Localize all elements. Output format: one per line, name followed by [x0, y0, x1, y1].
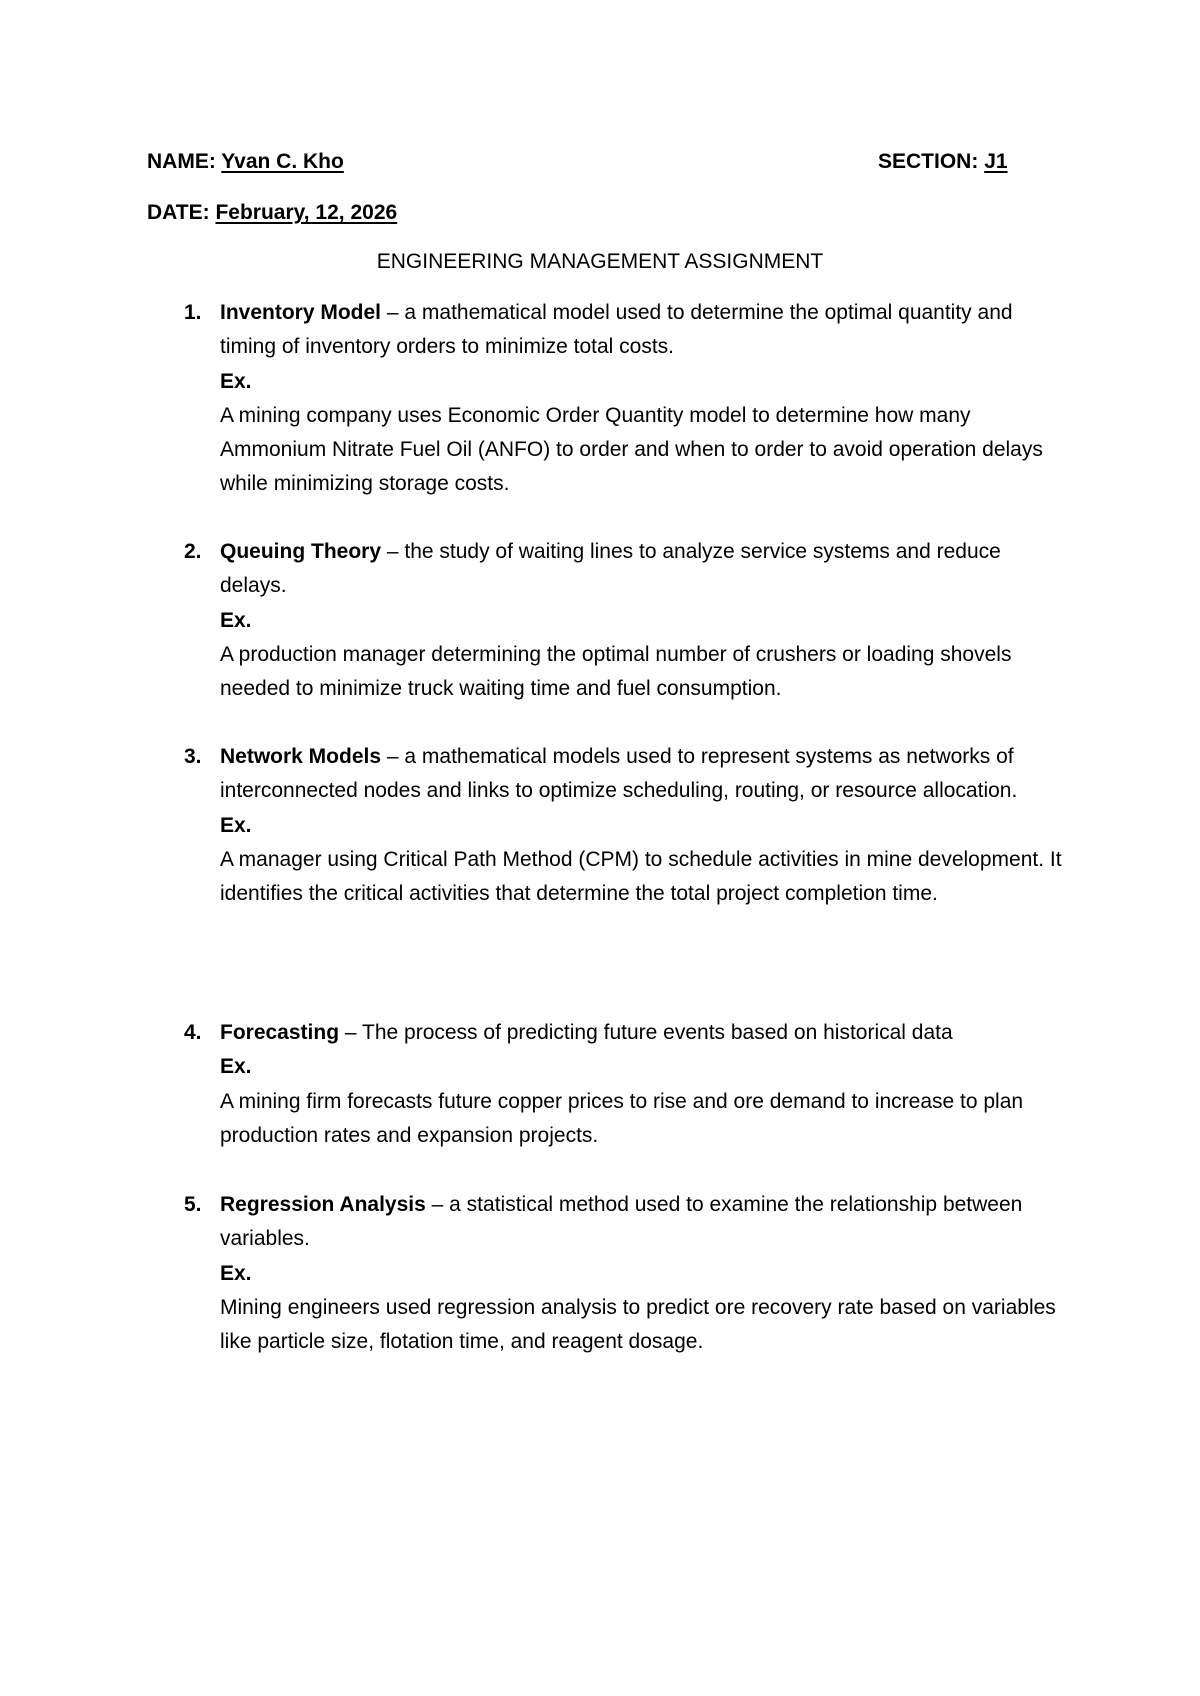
item-body — [220, 740, 1070, 911]
date-value: February, 12, 2026 — [215, 201, 398, 224]
item-term: Inventory Model — [220, 301, 382, 324]
item-body — [220, 535, 1070, 706]
item-definition-text: – the study of waiting lines to analyze service systems and reduce delays. — [220, 540, 1001, 598]
item-example: Mining engineers used regression analysis to predict ore recovery rate based on variables like particle size, flotation time, and reagent dosage. — [220, 1295, 1056, 1354]
item-number: 3. — [184, 745, 202, 768]
item-body — [220, 1188, 1070, 1359]
item-body — [220, 1016, 1070, 1153]
item-definition — [220, 1188, 1070, 1257]
item-definition — [220, 740, 1070, 809]
item-example: A mining company uses Economic Order Quantity model to determine how many Ammonium Nitrate Fuel Oil (ANFO) to order and when to order to avoid operation delays while minimizing storage costs. — [220, 403, 1043, 496]
item-body — [220, 296, 1070, 502]
item-number: 1. — [184, 301, 202, 324]
section-field — [878, 145, 1008, 179]
section-label: SECTION: — [878, 150, 979, 173]
item-definition — [220, 1016, 1070, 1050]
date-field — [147, 196, 397, 230]
date-label: DATE: — [147, 201, 210, 224]
item-term: Forecasting — [220, 1021, 340, 1044]
section-value: J1 — [984, 150, 1008, 173]
item-number: 4. — [184, 1021, 202, 1044]
item-definition — [220, 296, 1070, 365]
example-label: Ex. — [220, 1261, 252, 1285]
item-definition — [220, 535, 1070, 604]
example-label: Ex. — [220, 608, 252, 632]
example-label: Ex. — [220, 369, 252, 393]
name-label: NAME: — [147, 150, 216, 173]
item-term: Regression Analysis — [220, 1193, 426, 1216]
item-number: 5. — [184, 1193, 202, 1216]
item-number: 2. — [184, 540, 202, 563]
example-label: Ex. — [220, 1055, 252, 1079]
item-definition-text: – a statistical method used to examine the relationship between variables. — [220, 1193, 1023, 1251]
item-example: A mining firm forecasts future copper prices to rise and ore demand to increase to plan production rates and expansion projects. — [220, 1089, 1024, 1147]
name-field — [147, 145, 344, 179]
item-definition-text: – The process of predicting future events based on historical data — [339, 1021, 953, 1044]
page-title: ENGINEERING MANAGEMENT ASSIGNMENT — [376, 250, 824, 273]
item-definition-text: – a mathematical model used to determine the optimal quantity and timing of inventory orders to minimize total costs. — [220, 301, 1013, 359]
item-term: Queuing Theory — [220, 540, 382, 563]
item-example: A manager using Critical Path Method (CPM) to schedule activities in mine development. It identifies the critical activities that determine the total project completion time. — [220, 847, 1062, 906]
item-term: Network Models — [220, 745, 382, 768]
item-definition-text: – a mathematical models used to represent systems as networks of interconnected nodes and links to optimize scheduling, routing, or resource allocation. — [220, 745, 1018, 803]
example-label: Ex. — [220, 813, 252, 837]
name-value: Yvan C. Kho — [221, 150, 344, 173]
item-example: A production manager determining the optimal number of crushers or loading shovels needed to minimize truck waiting time and fuel consumption. — [220, 642, 1012, 701]
